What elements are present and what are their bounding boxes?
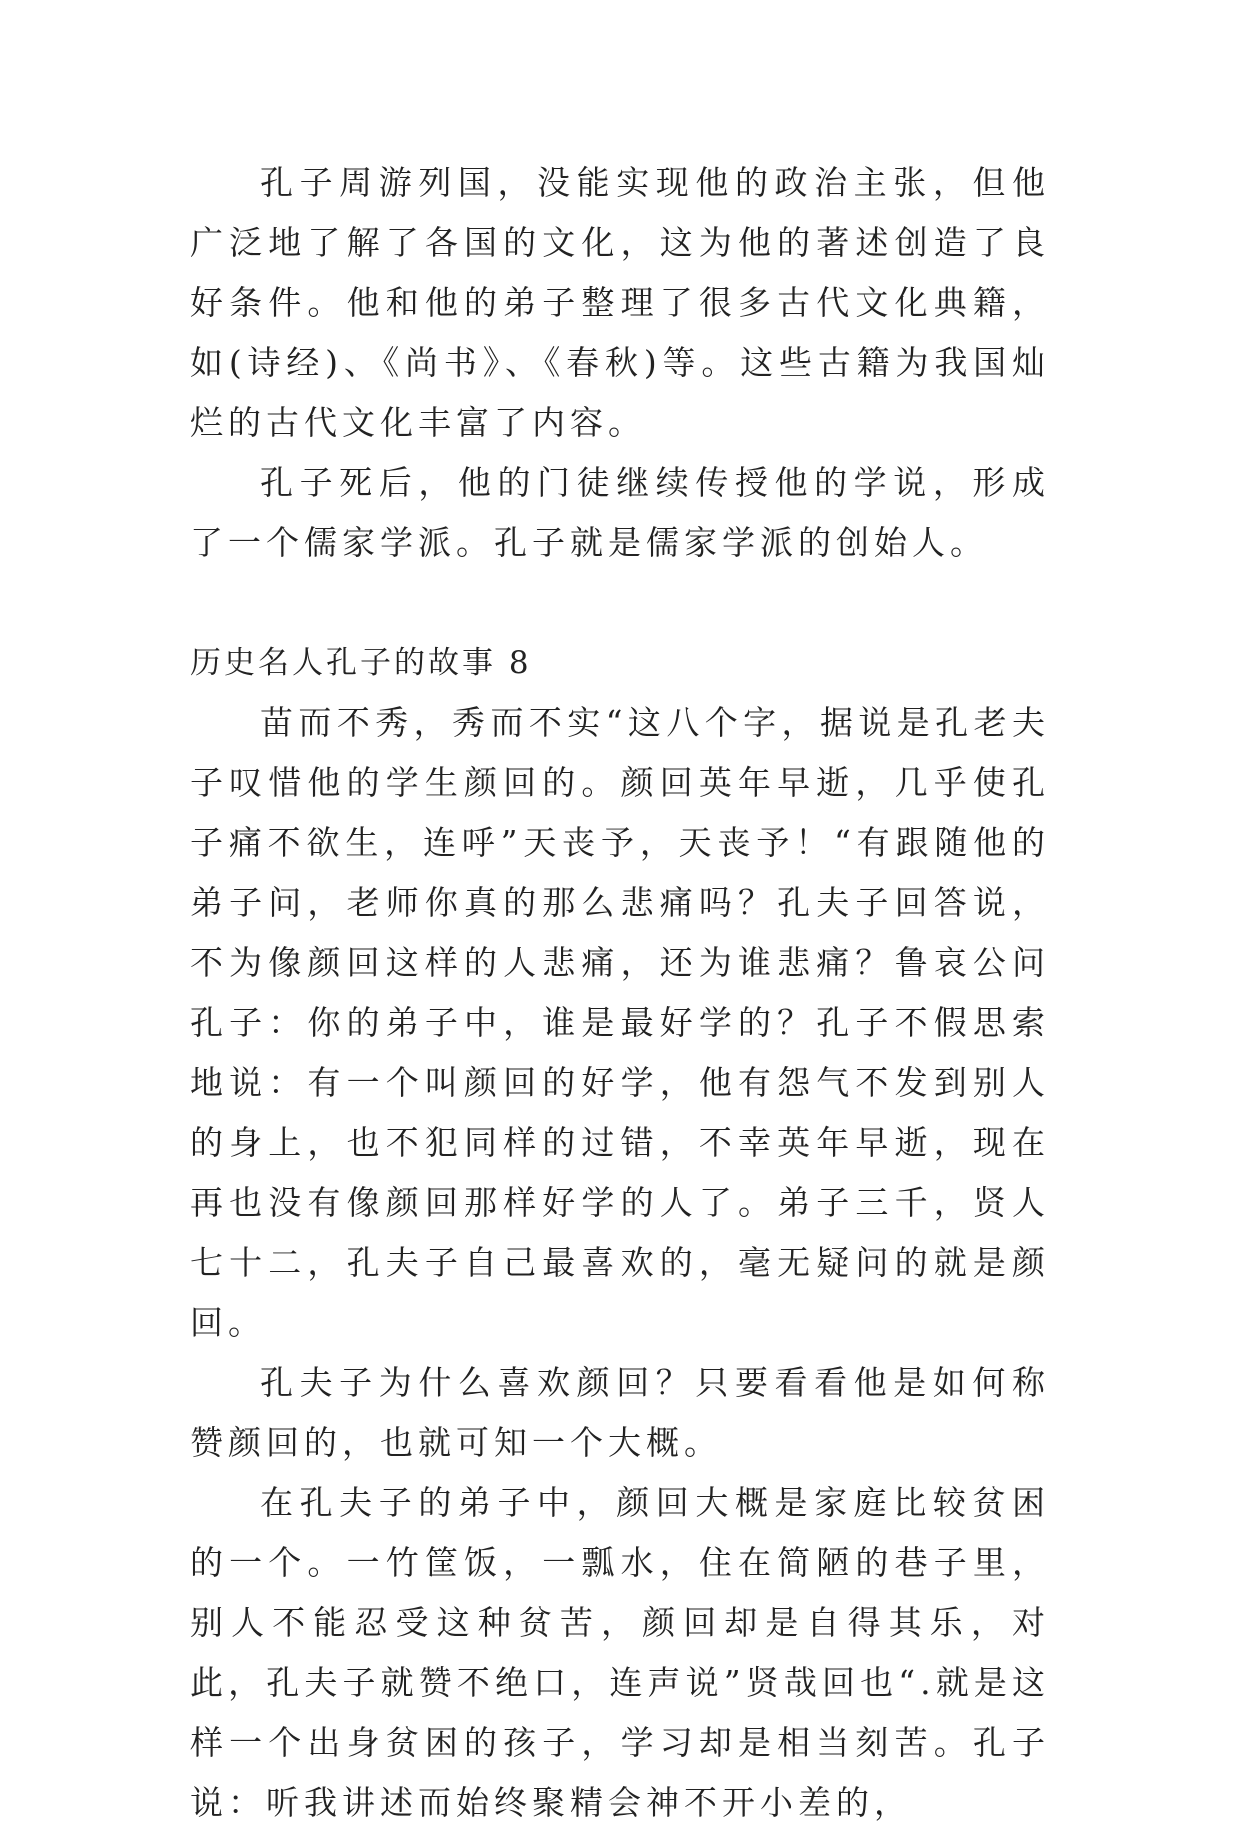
section-heading: 历史名人孔子的故事 8 bbox=[190, 645, 532, 681]
paragraph-travels: 孔子周游列国，没能实现他的政治主张，但他广泛地了解了各国的文化，这为他的著述创造了良好条件。他和他的弟子整理了很多古代文化典籍，如(诗经)、《尚书》、《春秋)等。这些古籍为我国灿烂的古代文化丰富了内容。 bbox=[190, 163, 1050, 442]
document-body bbox=[190, 153, 1050, 1833]
paragraph-why-yan-hui: 孔夫子为什么喜欢颜回？只要看看他是如何称赞颜回的，也就可知一个大概。 bbox=[190, 1363, 1050, 1462]
paragraph-yan-hui-mourning: 苗而不秀，秀而不实“这八个字，据说是孔老夫子叹惜他的学生颜回的。颜回英年早逝，几乎使孔子痛不欲生，连呼”天丧予，天丧予！“有跟随他的弟子问，老师你真的那么悲痛吗？孔夫子回答说，不为像颜回这样的人悲痛，还为谁悲痛？鲁哀公问孔子：你的弟子中，谁是最好学的？孔子不假思索地说：有一个叫颜回的好学，他有怨气不发到别人的身上，也不犯同样的过错，不幸英年早逝，现在再也没有像颜回那样好学的人了。弟子三千，贤人七十二，孔夫子自己最喜欢的，毫无疑问的就是颜回。 bbox=[190, 703, 1050, 1342]
paragraph-yan-hui-poverty: 在孔夫子的弟子中，颜回大概是家庭比较贫困的一个。一竹筐饭，一瓢水，住在简陋的巷子里，别人不能忍受这种贫苦，颜回却是自得其乐，对此，孔夫子就赞不绝口，连声说”贤哉回也“.就是这样一个出身贫困的孩子，学习却是相当刻苦。孔子说：听我讲述而始终聚精会神不开小差的， bbox=[190, 1483, 1050, 1822]
paragraph-confucian-school: 孔子死后，他的门徒继续传授他的学说，形成了一个儒家学派。孔子就是儒家学派的创始人。 bbox=[190, 463, 1050, 562]
